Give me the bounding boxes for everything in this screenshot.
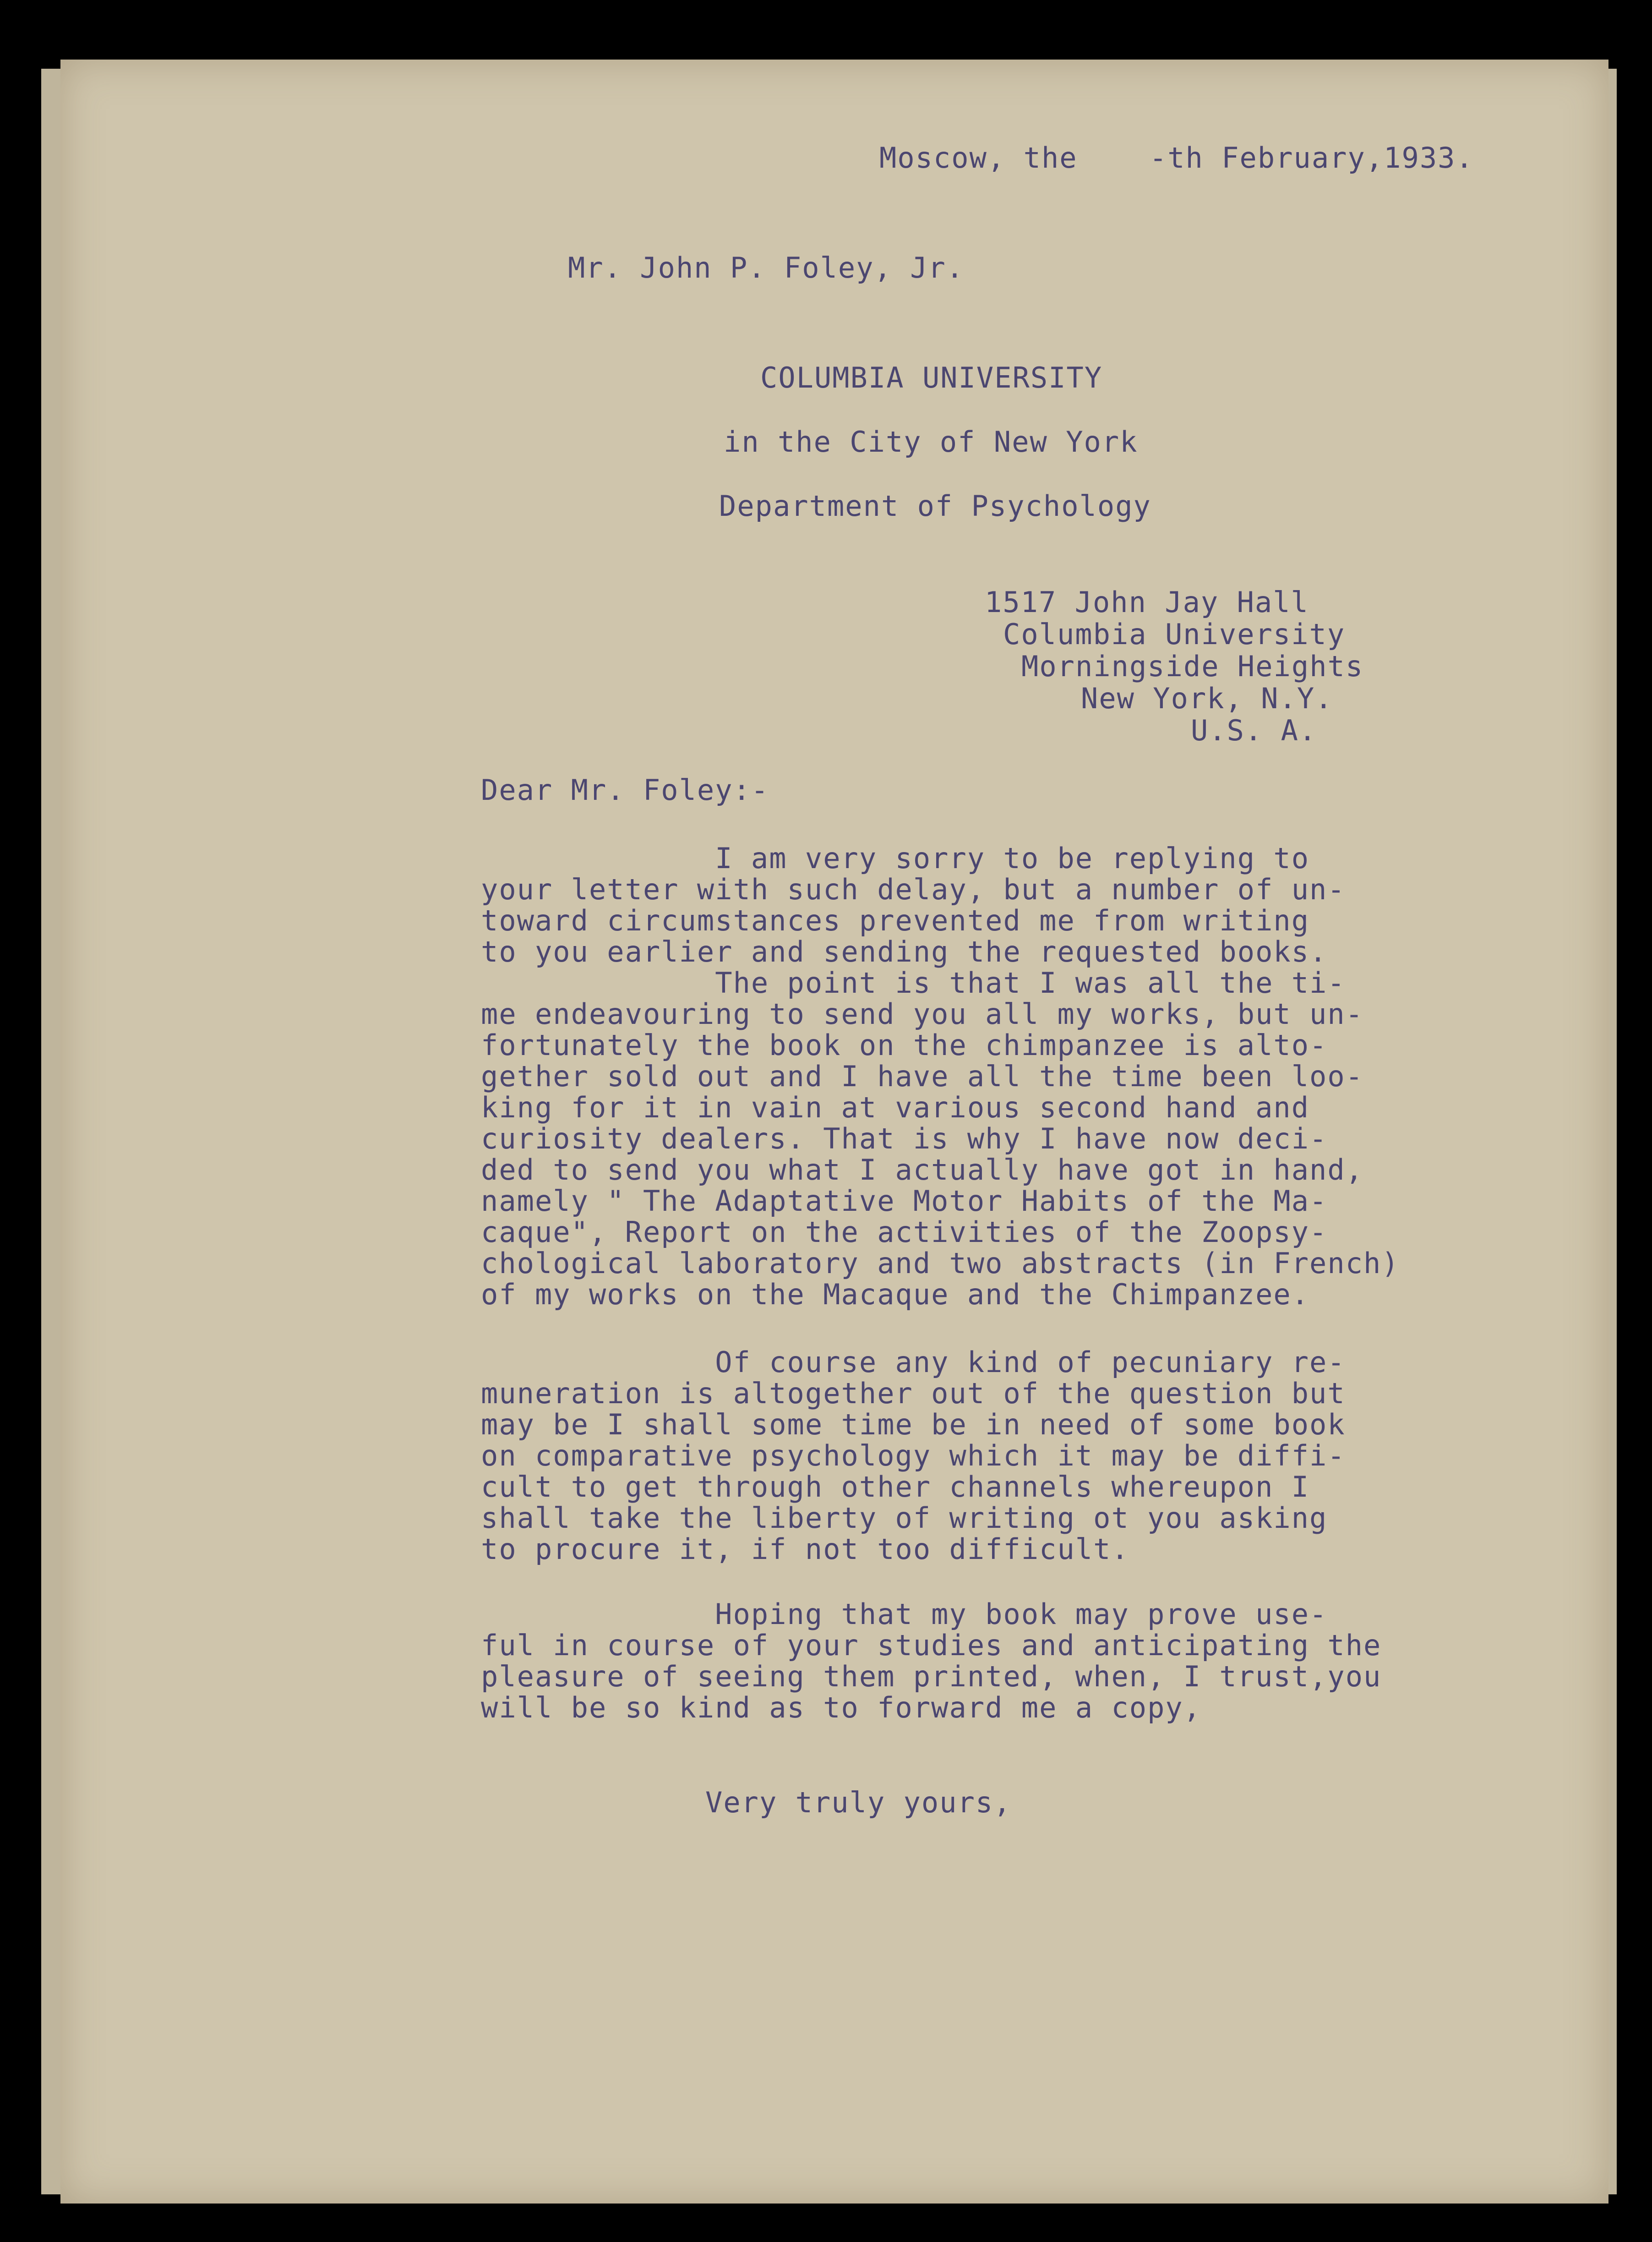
body-line: on comparative psychology which it may be diffi- <box>481 1439 1346 1472</box>
body-line: chological laboratory and two abstracts (in French) <box>481 1247 1400 1280</box>
body-line: toward circumstances prevented me from writing <box>481 904 1310 937</box>
body-paragraph-3 <box>481 1599 1381 1723</box>
body-line: shall take the liberty of writing ot you asking <box>481 1501 1328 1535</box>
body-line: me endeavouring to send you all my works, but un- <box>481 997 1364 1031</box>
dateline: Moscow, the -th February,1933. <box>879 141 1474 175</box>
body-paragraph-2 <box>481 1347 1346 1565</box>
closing: Very truly yours, <box>705 1786 1012 1819</box>
body-line: to procure it, if not too difficult. <box>481 1532 1129 1566</box>
body-line: your letter with such delay, but a number of un- <box>481 873 1346 906</box>
body-line: cult to get through other channels whereupon I <box>481 1470 1310 1504</box>
recipient-name: Mr. John P. Foley, Jr. <box>568 251 965 284</box>
body-paragraph-1 <box>481 843 1400 1310</box>
body-line: I am very sorry to be replying to <box>481 842 1310 875</box>
body-line: curiosity dealers. That is why I have now deci- <box>481 1122 1328 1155</box>
body-line: may be I shall some time be in need of some book <box>481 1408 1346 1441</box>
body-line: fortunately the book on the chimpanzee is alto- <box>481 1028 1328 1062</box>
institution-name: COLUMBIA UNIVERSITY <box>760 361 1103 394</box>
address-line: New York, N.Y. <box>1081 682 1333 715</box>
address-line: Columbia University <box>1003 618 1346 651</box>
body-line: to you earlier and sending the requested books. <box>481 935 1328 968</box>
body-line: The point is that I was all the ti- <box>481 966 1346 1000</box>
body-line: Of course any kind of pecuniary re- <box>481 1345 1346 1379</box>
institution-city: in the City of New York <box>724 425 1138 459</box>
address-line: Morningside Heights <box>1021 650 1364 683</box>
body-line: namely " The Adaptative Motor Habits of the Ma- <box>481 1184 1328 1218</box>
body-line: gether sold out and I have all the time been loo- <box>481 1060 1364 1093</box>
body-line: Hoping that my book may prove use- <box>481 1597 1328 1631</box>
body-line: caque", Report on the activities of the Zoopsy- <box>481 1215 1328 1249</box>
salutation: Dear Mr. Foley:- <box>481 773 769 807</box>
body-line: ded to send you what I actually have got in hand, <box>481 1153 1364 1187</box>
body-line: pleasure of seeing them printed, when, I trust,you <box>481 1660 1382 1693</box>
institution-department: Department of Psychology <box>719 489 1151 523</box>
body-line: of my works on the Macaque and the Chimpanzee. <box>481 1278 1310 1311</box>
body-line: king for it in vain at various second hand and <box>481 1091 1310 1124</box>
address-line: U.S. A. <box>1191 714 1317 747</box>
body-line: ful in course of your studies and anticipating the <box>481 1629 1382 1662</box>
body-line: will be so kind as to forward me a copy, <box>481 1691 1202 1724</box>
body-line: muneration is altogether out of the question but <box>481 1377 1346 1410</box>
address-line: 1517 John Jay Hall <box>985 585 1309 619</box>
